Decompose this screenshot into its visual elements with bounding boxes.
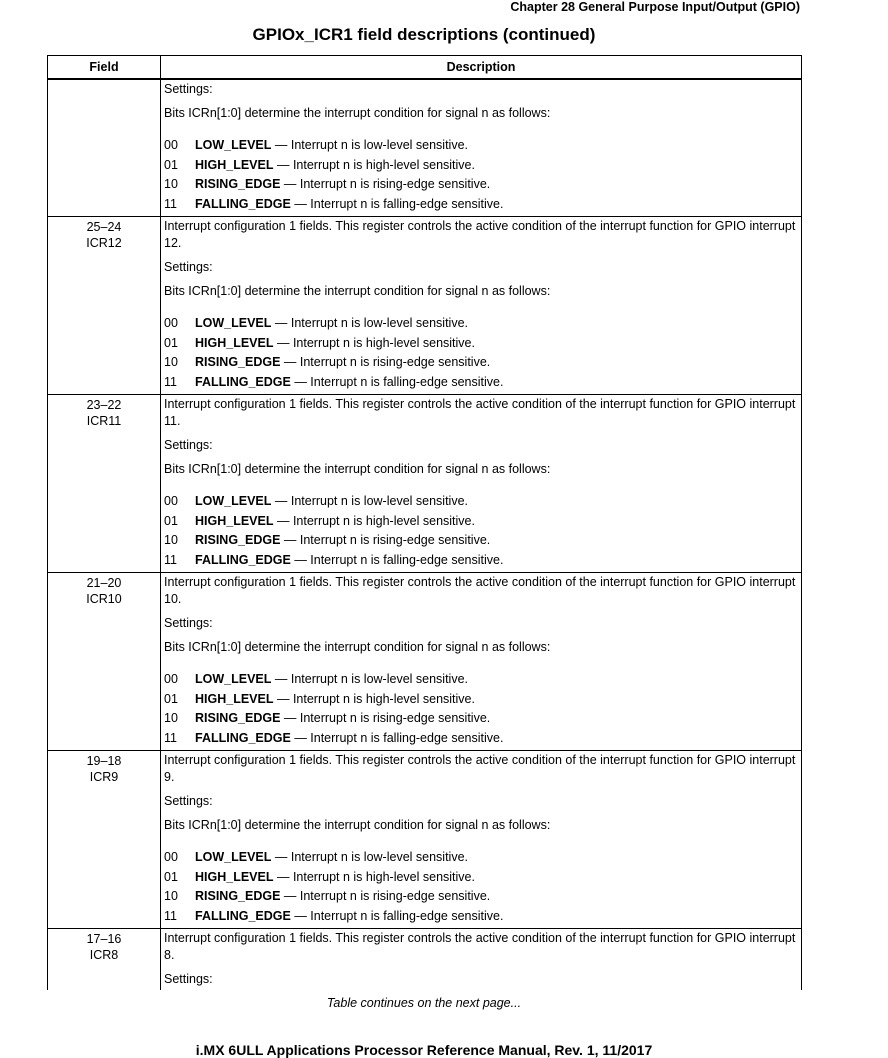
field-cell (48, 929, 161, 991)
setting-row (164, 136, 798, 156)
setting-row (164, 353, 798, 373)
setting-desc: — Interrupt n is high-level sensitive. (273, 869, 475, 884)
setting-row (164, 709, 798, 729)
setting-desc: — Interrupt n is falling-edge sensitive. (290, 196, 504, 211)
settings-label: Settings: (164, 794, 213, 808)
setting-code: 00 (164, 494, 178, 508)
settings-label: Settings: (164, 616, 213, 630)
setting-name: FALLING_EDGE (195, 730, 291, 745)
bits-intro: Bits ICRn[1:0] determine the interrupt condition for signal n as follows: (164, 106, 551, 120)
field-bits: 19–18 (86, 754, 122, 768)
setting-row (164, 907, 798, 927)
setting-name: RISING_EDGE (195, 889, 281, 903)
setting-code: 01 (164, 335, 178, 350)
setting-desc: — Interrupt n is low-level sensitive. (271, 494, 469, 508)
setting-name: RISING_EDGE (195, 177, 281, 191)
setting-code: 00 (164, 316, 178, 330)
table-row-continued (48, 79, 802, 217)
setting-desc: — Interrupt n is high-level sensitive. (273, 157, 475, 172)
setting-desc: — Interrupt n is low-level sensitive. (271, 672, 469, 686)
settings-label: Settings: (164, 260, 213, 274)
setting-name: FALLING_EDGE (195, 908, 291, 923)
field-descriptions-table (47, 55, 802, 990)
setting-desc: — Interrupt n is low-level sensitive. (271, 316, 469, 330)
setting-name: LOW_LEVEL (195, 672, 272, 686)
field-descriptions-table-frame (47, 55, 801, 990)
setting-name: LOW_LEVEL (195, 316, 272, 330)
settings-label: Settings: (164, 438, 213, 452)
setting-name: RISING_EDGE (195, 533, 281, 547)
table-row (48, 395, 802, 573)
setting-desc: — Interrupt n is high-level sensitive. (273, 691, 475, 706)
setting-code: 01 (164, 513, 178, 528)
setting-desc: — Interrupt n is falling-edge sensitive. (290, 730, 504, 745)
table-row (48, 573, 802, 751)
field-description: Interrupt configuration 1 fields. This register controls the active condition of the interrupt function for GPIO interrupt 8. (164, 931, 796, 962)
description-cell (161, 573, 802, 751)
field-description: Interrupt configuration 1 fields. This register controls the active condition of the interrupt function for GPIO interrupt 12. (164, 219, 796, 250)
table-continuation-note: Table continues on the next page... (326, 996, 522, 1010)
settings-label: Settings: (164, 82, 213, 96)
table-header-row (48, 56, 802, 80)
setting-desc: — Interrupt n is rising-edge sensitive. (280, 355, 491, 369)
field-bits: 17–16 (86, 932, 122, 946)
setting-desc: — Interrupt n is falling-edge sensitive. (290, 552, 504, 567)
setting-row (164, 868, 798, 888)
field-description: Interrupt configuration 1 fields. This register controls the active condition of the interrupt function for GPIO interrupt 11. (164, 397, 796, 428)
setting-code: 10 (164, 355, 178, 369)
field-cell-empty (48, 79, 161, 217)
setting-code: 10 (164, 711, 178, 725)
description-cell (161, 929, 802, 991)
description-cell (161, 79, 802, 217)
setting-name: HIGH_LEVEL (195, 335, 274, 350)
setting-row (164, 512, 798, 532)
setting-row (164, 314, 798, 334)
setting-desc: — Interrupt n is rising-edge sensitive. (280, 533, 491, 547)
setting-desc: — Interrupt n is low-level sensitive. (271, 138, 469, 152)
table-title: GPIOx_ICR1 field descriptions (continued) (252, 25, 596, 44)
field-column-header: Field (48, 56, 161, 80)
setting-row (164, 729, 798, 749)
setting-code: 11 (164, 196, 177, 211)
setting-row (164, 887, 798, 907)
field-cell (48, 217, 161, 395)
field-bits: 23–22 (86, 398, 122, 412)
bits-intro: Bits ICRn[1:0] determine the interrupt condition for signal n as follows: (164, 284, 551, 298)
field-name: ICR11 (86, 414, 122, 428)
bits-intro: Bits ICRn[1:0] determine the interrupt condition for signal n as follows: (164, 640, 551, 654)
setting-row (164, 373, 798, 393)
setting-row (164, 195, 798, 215)
setting-row (164, 848, 798, 868)
setting-desc: — Interrupt n is falling-edge sensitive. (290, 908, 504, 923)
bits-intro: Bits ICRn[1:0] determine the interrupt condition for signal n as follows: (164, 462, 551, 476)
setting-name: HIGH_LEVEL (195, 691, 274, 706)
setting-desc: — Interrupt n is high-level sensitive. (273, 513, 475, 528)
description-cell (161, 217, 802, 395)
setting-name: RISING_EDGE (195, 711, 281, 725)
setting-code: 11 (164, 908, 177, 923)
setting-code: 01 (164, 869, 178, 884)
table-row (48, 217, 802, 395)
setting-row (164, 175, 798, 195)
bits-intro: Bits ICRn[1:0] determine the interrupt condition for signal n as follows: (164, 818, 551, 832)
setting-name: HIGH_LEVEL (195, 869, 274, 884)
setting-name: LOW_LEVEL (195, 138, 272, 152)
setting-row (164, 531, 798, 551)
setting-desc: — Interrupt n is rising-edge sensitive. (280, 889, 491, 903)
setting-name: FALLING_EDGE (195, 196, 291, 211)
setting-row (164, 334, 798, 354)
setting-desc: — Interrupt n is high-level sensitive. (273, 335, 475, 350)
page-footer: i.MX 6ULL Applications Processor Reference Manual, Rev. 1, 11/2017 (195, 1042, 653, 1058)
setting-row (164, 670, 798, 690)
setting-row (164, 690, 798, 710)
setting-name: FALLING_EDGE (195, 374, 291, 389)
settings-label: Settings: (164, 972, 213, 986)
setting-code: 10 (164, 177, 178, 191)
setting-name: LOW_LEVEL (195, 494, 272, 508)
table-row (48, 751, 802, 929)
table-row (48, 929, 802, 991)
setting-code: 11 (164, 374, 177, 389)
setting-name: HIGH_LEVEL (195, 157, 274, 172)
setting-code: 11 (164, 552, 177, 567)
setting-code: 10 (164, 533, 178, 547)
setting-code: 10 (164, 889, 178, 903)
description-column-header: Description (161, 56, 802, 80)
chapter-header: Chapter 28 General Purpose Input/Output (GPIO) (510, 0, 800, 14)
field-name: ICR9 (89, 770, 119, 784)
setting-code: 11 (164, 730, 177, 745)
setting-name: RISING_EDGE (195, 355, 281, 369)
setting-desc: — Interrupt n is falling-edge sensitive. (290, 374, 504, 389)
setting-name: HIGH_LEVEL (195, 513, 274, 528)
setting-code: 00 (164, 850, 178, 864)
setting-name: LOW_LEVEL (195, 850, 272, 864)
field-name: ICR8 (89, 948, 119, 962)
field-cell (48, 395, 161, 573)
setting-row (164, 492, 798, 512)
field-description: Interrupt configuration 1 fields. This register controls the active condition of the interrupt function for GPIO interrupt 10. (164, 575, 796, 606)
setting-name: FALLING_EDGE (195, 552, 291, 567)
field-name: ICR12 (86, 236, 122, 250)
setting-desc: — Interrupt n is low-level sensitive. (271, 850, 469, 864)
setting-code: 00 (164, 672, 178, 686)
setting-row (164, 551, 798, 571)
field-bits: 25–24 (86, 220, 122, 234)
field-cell (48, 573, 161, 751)
setting-row (164, 156, 798, 176)
setting-desc: — Interrupt n is rising-edge sensitive. (280, 177, 491, 191)
setting-code: 01 (164, 691, 178, 706)
setting-desc: — Interrupt n is rising-edge sensitive. (280, 711, 491, 725)
field-description: Interrupt configuration 1 fields. This register controls the active condition of the interrupt function for GPIO interrupt 9. (164, 753, 796, 784)
field-cell (48, 751, 161, 929)
field-bits: 21–20 (86, 576, 122, 590)
description-cell (161, 395, 802, 573)
setting-code: 01 (164, 157, 178, 172)
field-name: ICR10 (86, 592, 122, 606)
description-cell (161, 751, 802, 929)
setting-code: 00 (164, 138, 178, 152)
